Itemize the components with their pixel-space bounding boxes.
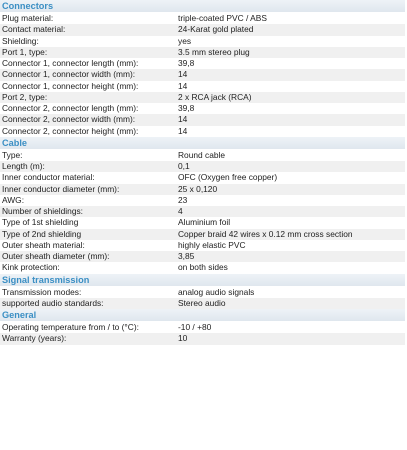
spec-value: Round cable [178,149,226,160]
spec-value: 3.5 mm stereo plug [178,46,250,57]
spec-label: supported audio standards: [2,297,104,308]
spec-label: AWG: [2,194,25,205]
spec-value: 39,8 [178,58,195,68]
spec-row [0,24,405,35]
spec-value: 39,8 [178,103,195,113]
spec-row [0,184,405,195]
spec-label: Transmission modes: [2,286,82,297]
spec-label: Inner conductor diameter (mm): [2,183,120,194]
spec-label: Inner conductor material: [2,172,95,183]
spec-row [0,13,405,24]
spec-label: Connector 1, connector length (mm): [2,58,139,68]
spec-label: Warranty (years): [2,333,67,344]
spec-label: Port 2, type: [2,91,48,102]
spec-row [0,172,405,183]
spec-value: 0,1 [178,161,190,171]
spec-value: 3,85 [178,251,195,261]
spec-row [0,69,405,80]
spec-row [0,58,405,69]
spec-row [0,36,405,47]
section-header: Connectors [0,0,405,13]
spec-label: Connector 2, connector width (mm): [2,114,136,125]
spec-value: 2 x RCA jack (RCA) [178,91,252,102]
spec-label: Port 1, type: [2,46,48,57]
section-header: Signal transmission [0,274,405,287]
spec-row [0,251,405,262]
spec-value: Aluminium foil [178,217,231,228]
section-header: General [0,309,405,322]
spec-label: Contact material: [2,24,66,35]
spec-value: 14 [178,114,188,125]
section-cable [0,137,405,274]
spec-row [0,287,405,298]
spec-value: 25 x 0,120 [178,183,218,194]
spec-row [0,262,405,273]
spec-row [0,47,405,58]
spec-label: Outer sheath diameter (mm): [2,251,110,261]
spec-value: 14 [178,125,188,136]
spec-value: 10 [178,333,188,344]
spec-value: 23 [178,194,188,205]
spec-value: 4 [178,206,183,216]
spec-label: Type of 2nd shielding [2,228,82,239]
spec-value: 24-Karat gold plated [178,24,254,35]
spec-row [0,298,405,309]
spec-row [0,81,405,92]
spec-row [0,322,405,333]
spec-value: on both sides [178,262,228,273]
spec-row [0,206,405,217]
spec-label: Connector 2, connector height (mm): [2,125,139,136]
spec-row [0,103,405,114]
spec-label: Operating temperature from / to (°C): [2,322,139,332]
spec-value: 14 [178,80,188,91]
spec-label: Outer sheath material: [2,239,85,250]
spec-value: Copper braid 42 wires x 0.12 mm cross section [178,228,353,239]
spec-row [0,92,405,103]
spec-row [0,333,405,344]
spec-value: OFC (Oxygen free copper) [178,172,278,183]
spec-value: -10 / +80 [178,322,212,332]
spec-label: Type: [2,149,23,160]
spec-value: highly elastic PVC [178,239,246,250]
spec-value: triple-coated PVC / ABS [178,13,267,23]
spec-label: Length (m): [2,161,45,171]
spec-value: 14 [178,69,188,80]
spec-row [0,150,405,161]
section-general [0,309,405,345]
spec-value: Stereo audio [178,297,226,308]
spec-row [0,229,405,240]
section-header: Cable [0,137,405,150]
spec-label: Connector 1, connector width (mm): [2,69,136,80]
spec-label: Kink protection: [2,262,60,273]
spec-row [0,114,405,125]
spec-label: Plug material: [2,13,54,23]
spec-label: Shielding: [2,35,39,46]
spec-label: Connector 1, connector height (mm): [2,80,139,91]
section-signal-transmission [0,274,405,310]
spec-row [0,195,405,206]
spec-value: yes [178,35,192,46]
spec-row [0,161,405,172]
spec-row [0,217,405,228]
section-connectors [0,0,405,137]
spec-label: Connector 2, connector length (mm): [2,103,139,113]
spec-label: Type of 1st shielding [2,217,79,228]
spec-value: analog audio signals [178,286,255,297]
spec-row [0,126,405,137]
spec-label: Number of shieldings: [2,206,83,216]
spec-row [0,240,405,251]
